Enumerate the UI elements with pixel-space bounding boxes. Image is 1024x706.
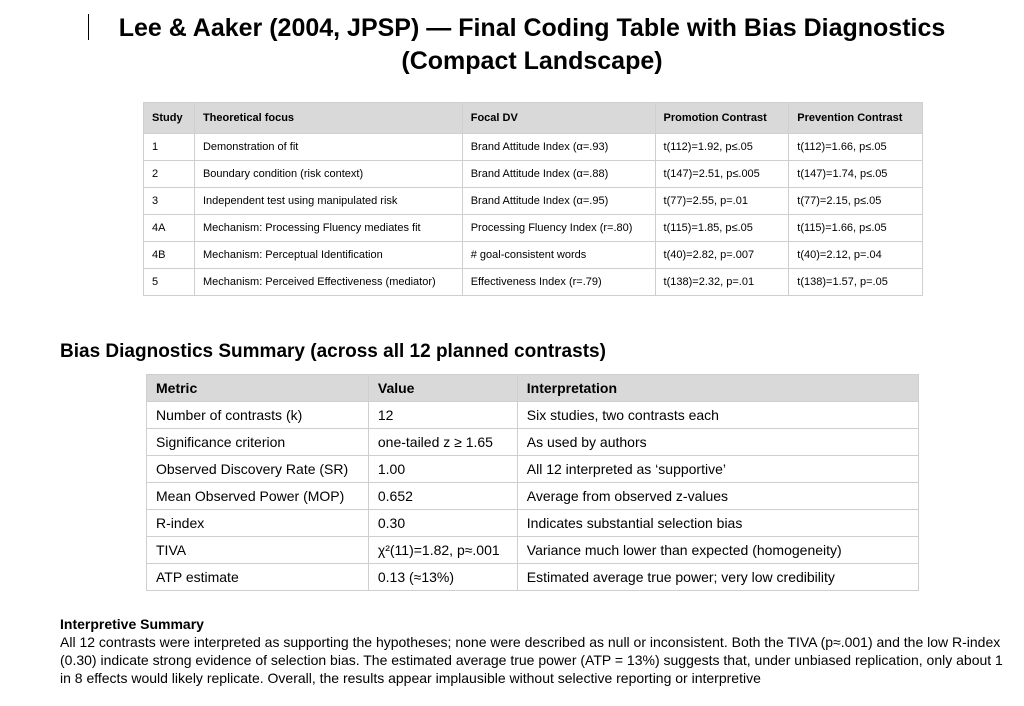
cell-focus: Mechanism: Processing Fluency mediates fit: [194, 215, 462, 242]
table-row: [144, 161, 923, 188]
cell-study: 4B: [144, 242, 195, 269]
table-row: [144, 242, 923, 269]
table-row: [144, 215, 923, 242]
cell-focus: Mechanism: Perceptual Identification: [194, 242, 462, 269]
cell-dv: Brand Attitude Index (α=.95): [462, 188, 655, 215]
header-prevention-contrast: Prevention Contrast: [789, 103, 923, 134]
cell-focus: Demonstration of fit: [194, 134, 462, 161]
cell-interpretation: As used by authors: [517, 429, 918, 456]
cell-promotion: t(147)=2.51, p≤.005: [655, 161, 789, 188]
cell-promotion: t(112)=1.92, p≤.05: [655, 134, 789, 161]
table-row: [144, 188, 923, 215]
table-row: [147, 456, 919, 483]
coding-table: [143, 102, 923, 296]
cell-dv: Effectiveness Index (r=.79): [462, 269, 655, 296]
cell-promotion: t(77)=2.55, p=.01: [655, 188, 789, 215]
cell-metric: Number of contrasts (k): [147, 402, 369, 429]
cell-metric: R-index: [147, 510, 369, 537]
cell-study: 3: [144, 188, 195, 215]
table-row: [147, 402, 919, 429]
header-promotion-contrast: Promotion Contrast: [655, 103, 789, 134]
cell-study: 2: [144, 161, 195, 188]
cell-interpretation: Average from observed z-values: [517, 483, 918, 510]
header-metric: Metric: [147, 375, 369, 402]
cell-value: 12: [368, 402, 517, 429]
cell-focus: Boundary condition (risk context): [194, 161, 462, 188]
cell-study: 5: [144, 269, 195, 296]
cell-prevention: t(40)=2.12, p=.04: [789, 242, 923, 269]
summary-text: All 12 contrasts were interpreted as supporting the hypotheses; none were described as null or inconsistent. Both the TIVA (p≈.001) and the low R-index (0.30) indicate strong evidence of selection bias. The estimated average true power (ATP = 13%) suggests that, under unbiased replication, only about 1 in 8 effects would likely replicate. Overall, the results appear implausible without selective reporting or interpretive: [60, 634, 1003, 686]
cell-prevention: t(77)=2.15, p≤.05: [789, 188, 923, 215]
cell-prevention: t(112)=1.66, p≤.05: [789, 134, 923, 161]
cell-value: 1.00: [368, 456, 517, 483]
table-row: [147, 429, 919, 456]
cell-dv: # goal-consistent words: [462, 242, 655, 269]
cell-metric: Observed Discovery Rate (SR): [147, 456, 369, 483]
cell-interpretation: Indicates substantial selection bias: [517, 510, 918, 537]
cell-interpretation: All 12 interpreted as ‘supportive’: [517, 456, 918, 483]
cell-metric: ATP estimate: [147, 564, 369, 591]
cell-metric: TIVA: [147, 537, 369, 564]
table-row: [147, 564, 919, 591]
bias-table-header-row: [147, 375, 919, 402]
cell-promotion: t(40)=2.82, p=.007: [655, 242, 789, 269]
cell-study: 1: [144, 134, 195, 161]
cell-metric: Significance criterion: [147, 429, 369, 456]
cell-interpretation: Estimated average true power; very low credibility: [517, 564, 918, 591]
cell-dv: Processing Fluency Index (r=.80): [462, 215, 655, 242]
document-title: Lee & Aaker (2004, JPSP) — Final Coding Table with Bias Diagnostics (Compact Landscape): [118, 14, 946, 75]
cell-focus: Mechanism: Perceived Effectiveness (mediator): [194, 269, 462, 296]
header-interpretation: Interpretation: [517, 375, 918, 402]
cell-prevention: t(138)=1.57, p=.05: [789, 269, 923, 296]
table-row: [144, 134, 923, 161]
cell-interpretation: Variance much lower than expected (homogeneity): [517, 537, 918, 564]
header-value: Value: [368, 375, 517, 402]
table-row: [147, 483, 919, 510]
coding-table-header-row: [144, 103, 923, 134]
cell-interpretation: Six studies, two contrasts each: [517, 402, 918, 429]
cell-study: 4A: [144, 215, 195, 242]
cell-metric: Mean Observed Power (MOP): [147, 483, 369, 510]
table-row: [147, 510, 919, 537]
cell-value: one-tailed z ≥ 1.65: [368, 429, 517, 456]
cell-value: 0.13 (≈13%): [368, 564, 517, 591]
cell-focus: Independent test using manipulated risk: [194, 188, 462, 215]
cell-dv: Brand Attitude Index (α=.88): [462, 161, 655, 188]
cell-promotion: t(115)=1.85, p≤.05: [655, 215, 789, 242]
cell-value: 0.30: [368, 510, 517, 537]
bias-diagnostics-table: [146, 374, 919, 591]
cell-promotion: t(138)=2.32, p=.01: [655, 269, 789, 296]
table-row: [147, 537, 919, 564]
cell-prevention: t(147)=1.74, p≤.05: [789, 161, 923, 188]
table-row: [144, 269, 923, 296]
summary-title: Interpretive Summary: [60, 616, 204, 632]
cell-dv: Brand Attitude Index (α=.93): [462, 134, 655, 161]
header-focal-dv: Focal DV: [462, 103, 655, 134]
cell-value: 0.652: [368, 483, 517, 510]
bias-section-heading: Bias Diagnostics Summary (across all 12 planned contrasts): [60, 341, 606, 362]
header-theoretical-focus: Theoretical focus: [194, 103, 462, 134]
cell-value: χ²(11)=1.82, p≈.001: [368, 537, 517, 564]
header-study: Study: [144, 103, 195, 134]
cell-prevention: t(115)=1.66, p≤.05: [789, 215, 923, 242]
